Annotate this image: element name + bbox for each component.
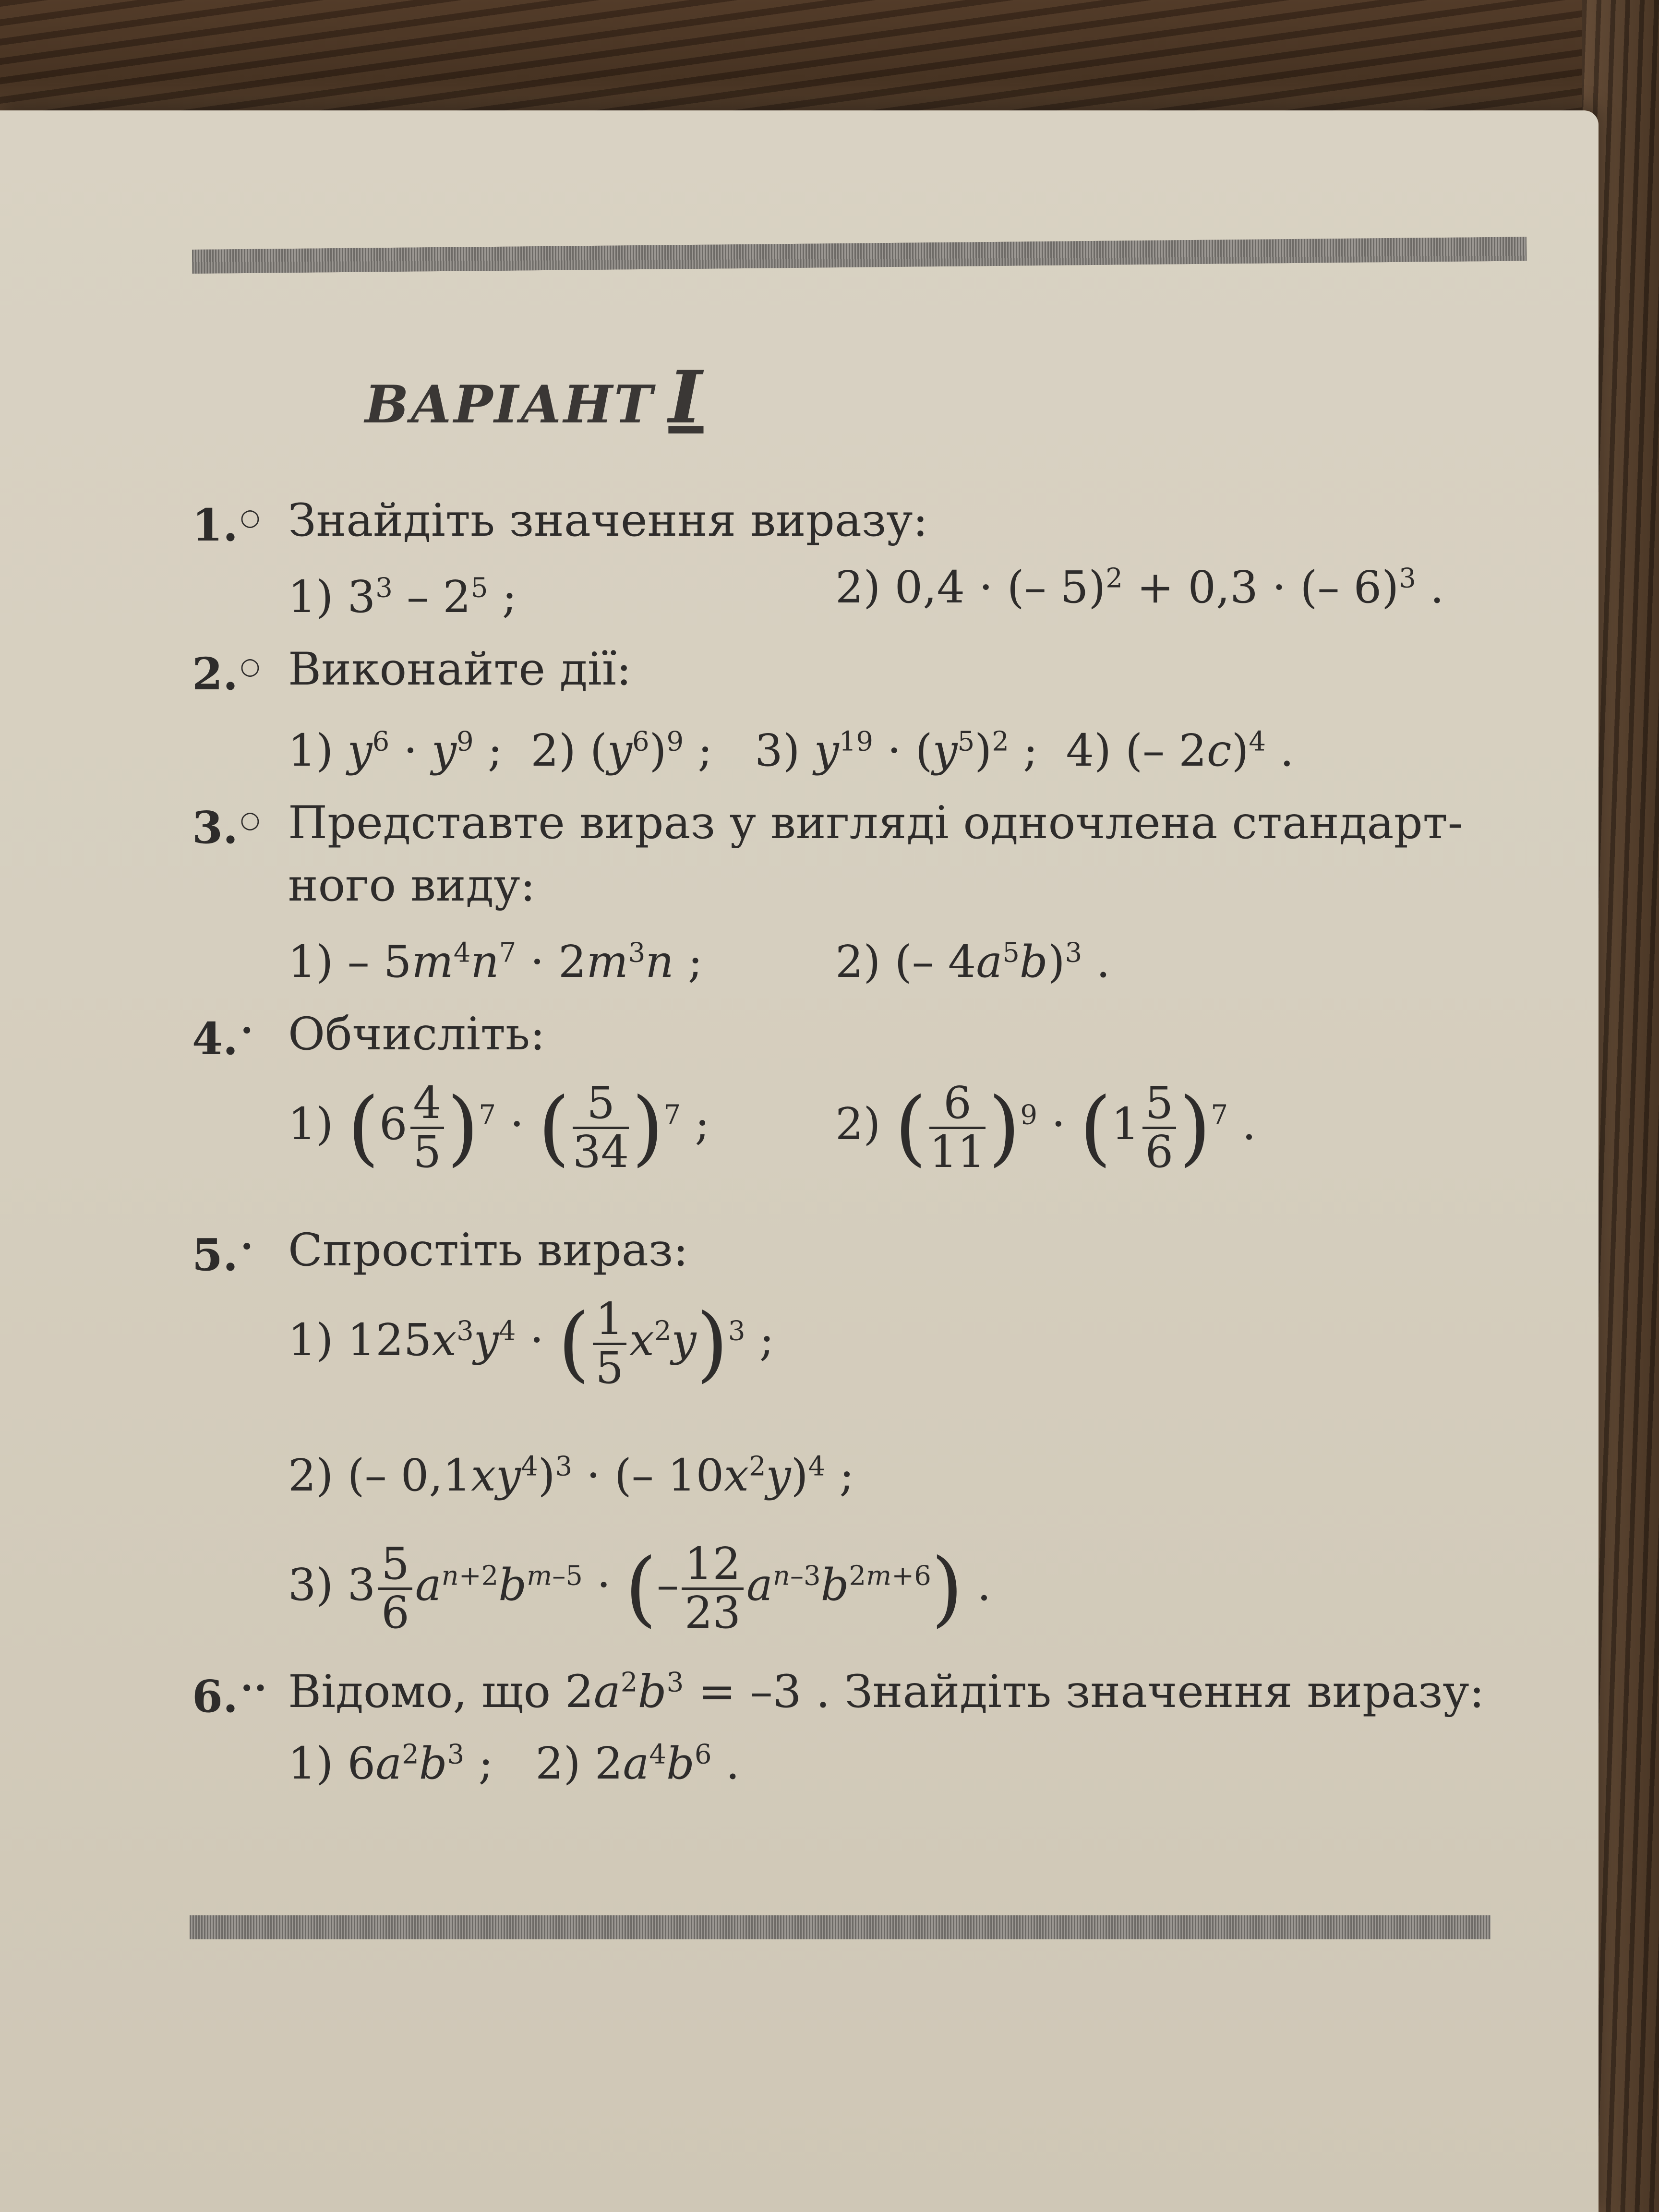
task-2-text: Виконайте дії: [288, 643, 632, 696]
task-1-number: 1.○ [192, 499, 260, 551]
task-6-text: Відомо, що $2a^2b^3 = -3$ . Знайдіть значення виразу: [288, 1666, 1485, 1718]
bottom-divider [190, 1915, 1491, 1939]
task-6-items: 1) $6a^2b^3$ ; 2) $2a^4b^6$ . [288, 1738, 740, 1789]
task-5-number: 5.• [192, 1229, 254, 1281]
variant-number: I [668, 355, 704, 440]
task-4-item-2: 2) ( $\frac{6}{11}$ )$^9$ · (1 $\frac{5}{6}$ )$^7$ . [835, 1077, 1256, 1178]
task-1-item-1: 1) $3^3 - 2^5$ ; [288, 571, 517, 623]
task-3-item-1: $1) - 5m^4n^7 \cdot 2m^3n$ ; [288, 936, 703, 987]
task-5-text: Спростіть вираз: [288, 1224, 688, 1276]
task-2-items: 1) $y^6 \cdot y^9$ ; 2) $(y^6)^9$ ; 3) $y^{19} \cdot (y^5)^2$ ; 4) (– 2c)$^4$ . [288, 725, 1294, 776]
task-4-item-1: 1) (6 $\frac{4}{5}$ )$^7$ · ( $\frac{5}{34}$ )$^7$ ; [288, 1077, 710, 1178]
book-page [0, 110, 1599, 2212]
task-4-number: 4.• [192, 1013, 254, 1065]
task-1-level-mark: ○ [240, 504, 260, 531]
task-3-level-mark: ○ [240, 806, 260, 834]
task-3-text-continued: ного виду: [288, 859, 536, 912]
task-2-level-mark: ○ [240, 653, 260, 680]
task-6-number: 6.•• [192, 1671, 267, 1722]
task-5-item-2: 2) (– $0,1xy^4)^3$ · (– $10x^2y)^4$ ; [288, 1450, 854, 1501]
task-3-number: 3.○ [192, 802, 260, 854]
task-4-text: Обчисліть: [288, 1008, 545, 1060]
task-3-item-2: 2) (– $4a^5b)^3$ . [835, 936, 1110, 987]
task-6-level-mark: •• [240, 1675, 267, 1703]
variant-title: ВАРІАНТ [365, 374, 654, 435]
task-1-text: Знайдіть значення виразу: [288, 494, 928, 547]
task-1-item-2: 2) 0,4 · (– 5)$^2$ + 0,3 · (– 6)$^3$ . [835, 562, 1444, 613]
task-3-text: Представте вираз у вигляді одночлена стандарт- [288, 797, 1463, 849]
task-2-number: 2.○ [192, 648, 260, 700]
task-4-level-mark: • [240, 1018, 254, 1045]
task-5-level-mark: • [240, 1234, 254, 1261]
task-5-item-3: 3) 3 $\frac{5}{6}$ $a^{n+2}b^{m-5}$ · (– $\frac{12}{23}$ $a^{n-3}b^{2m+6}$) . [288, 1538, 991, 1638]
task-5-item-1: 1) $125x^3y^4$ · ( $\frac{1}{5}$ $x^2y)^3$ ; [288, 1293, 774, 1394]
variant-heading [365, 355, 704, 440]
